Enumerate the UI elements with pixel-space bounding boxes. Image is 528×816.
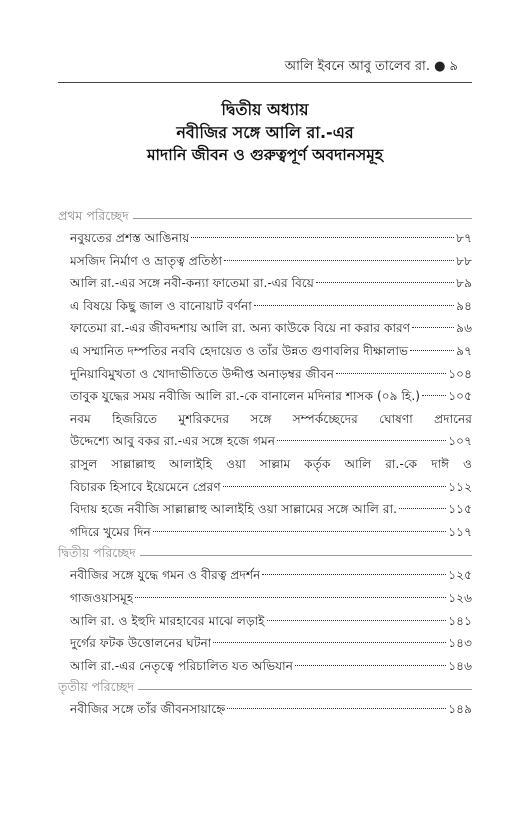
chapter-titles	[58, 98, 472, 167]
dot-leader	[295, 665, 446, 666]
toc-page-number: ১০৫	[448, 389, 472, 404]
dot-leader	[223, 486, 446, 487]
dot-leader	[336, 373, 446, 374]
toc-entry[interactable]	[70, 430, 472, 453]
dot-leader	[227, 708, 446, 709]
toc-entry[interactable]	[70, 295, 472, 318]
toc-page-number: ১৪৩	[448, 636, 472, 651]
toc-page-number: ১২৫	[448, 568, 472, 583]
section-heading	[58, 546, 472, 564]
toc-page-number: ১১৭	[448, 524, 472, 539]
toc-entry-text: এ বিষয়ে কিছু জাল ও বানোয়াট বর্ণনা	[70, 298, 252, 313]
toc-entry[interactable]	[70, 498, 472, 521]
section-heading	[58, 680, 472, 698]
toc-page-number: ৮৭	[456, 231, 472, 245]
dot-leader	[153, 531, 446, 532]
dot-leader	[191, 237, 454, 238]
dot-leader	[135, 597, 446, 598]
dot-leader	[224, 260, 454, 261]
toc-page-number: ১১৫	[448, 502, 472, 517]
dot-leader	[277, 440, 446, 441]
dot-leader	[267, 620, 447, 621]
toc-entry[interactable]	[70, 363, 472, 386]
running-header: আলি ইবনে আবু তালেব রা. ● ৯	[284, 59, 458, 74]
toc-page-number: ১০৭	[448, 434, 472, 449]
toc-page-number: ৯৪	[456, 298, 472, 313]
toc-page-number: ৮৮	[456, 253, 472, 268]
toc-page-number: ১৪৯	[448, 702, 472, 717]
toc-page-number: ৮৯	[456, 276, 472, 291]
toc-entry-text: মসজিদ নির্মাণ ও ভ্রাতৃত্ব প্রতিষ্ঠা	[70, 253, 223, 268]
toc-entry-text: আলি রা.-এর সঙ্গে নবী-কন্যা ফাতেমা রা.-এর বিয়ে	[70, 276, 314, 291]
toc-entry[interactable]	[70, 610, 472, 633]
toc-entry[interactable]	[70, 340, 472, 363]
chapter-number: দ্বিতীয় অধ্যায়	[221, 100, 309, 119]
toc-entry[interactable]	[70, 385, 472, 408]
section-heading-label: প্রথম পরিচ্ছেদ	[58, 208, 129, 223]
toc-page-number: ১৪১	[448, 613, 472, 628]
toc-entry-text: দুর্গের ফটক উত্তোলনের ঘটনা	[70, 636, 212, 651]
chapter-title-line-1: নবীজির সঙ্গে আলি রা.-এর	[176, 123, 354, 143]
toc-entry-text: বিদায় হজে নবীজি সাল্লাল্লাহু আলাইহি ওয়া সাল্লামের সঙ্গে আলি রা.	[70, 502, 397, 517]
toc-page-number: ১২৬	[448, 590, 472, 605]
chapter-title-line-2: মাদানি জীবন ও গুরুত্বপূর্ণ অবদানসমূহ	[146, 146, 384, 165]
toc-page-number: ৯৭	[456, 343, 472, 358]
dot-leader	[254, 305, 454, 306]
toc-page-number: ১৪৬	[448, 658, 472, 673]
toc-entry-text: বিচারক হিসাবে ইয়েমেনে প্রেরণ	[70, 479, 221, 494]
toc-entry[interactable]	[70, 272, 472, 295]
section-heading-label: দ্বিতীয় পরিচ্ছেদ	[58, 545, 136, 561]
toc-entry-text: নবীজির সঙ্গে যুদ্ধে গমন ও বীরত্ব প্রদর্শন	[70, 568, 261, 583]
section-heading	[58, 209, 472, 227]
toc-entry-line-1[interactable]: নবম হিজরিতে মুশরিকদের সঙ্গে সম্পর্কচ্ছেদের ঘোষণা প্রদানের	[70, 411, 472, 426]
toc-entry[interactable]	[70, 227, 472, 250]
toc-entry[interactable]	[70, 587, 472, 610]
toc-page-number: ৯৬	[456, 321, 472, 336]
dot-leader	[213, 642, 446, 643]
toc-entry-text: নবীজির সঙ্গে তাঁর জীবনসায়াহ্নে	[70, 702, 226, 717]
toc-entry[interactable]	[70, 521, 472, 544]
toc-entry[interactable]	[70, 317, 472, 340]
section-rule	[138, 689, 472, 690]
toc-entry-text: নবুয়তের প্রশস্ত আঙিনায়	[70, 231, 190, 245]
toc-page-number: ১০৪	[448, 366, 472, 381]
toc-entry[interactable]	[70, 250, 472, 273]
toc-entry-text: আলি রা. ও ইহুদি মারহাবের মাঝে লড়াই	[70, 613, 265, 628]
toc-entry[interactable]	[70, 564, 472, 587]
toc-entry-text: আলি রা.-এর নেতৃত্বে পরিচালিত যত অভিযান	[70, 658, 293, 673]
toc-entry-text: তাবুক যুদ্ধের সময় নবীজি আলি রা.-কে বানালেন মদিনার শাসক (০৯ হি.)	[70, 389, 420, 404]
section-rule	[140, 555, 472, 556]
dot-leader	[262, 574, 446, 575]
toc-page-number: ১১২	[448, 479, 472, 494]
toc-entry[interactable]	[70, 698, 472, 721]
toc-entry-text: উদ্দেশ্যে আবু বকর রা.-এর সঙ্গে হজে গমন	[70, 434, 276, 449]
dot-leader	[399, 508, 446, 509]
dot-leader	[412, 327, 454, 328]
header-rule	[58, 82, 472, 83]
dot-leader	[410, 350, 454, 351]
toc-entry[interactable]	[70, 655, 472, 678]
section-rule	[133, 218, 472, 219]
toc-entry-text: দুনিয়াবিমুখতা ও খোদাভীতিতে উদ্দীপ্ত অনাড়ম্বর জীবন	[70, 366, 335, 381]
section-heading-label: তৃতীয় পরিচ্ছেদ	[58, 679, 135, 695]
toc-entry-text: গাজওয়াসমূহ	[70, 590, 134, 605]
dot-leader	[316, 282, 454, 283]
toc-entry-text: ফাতেমা রা.-এর জীবদ্দশায় আলি রা. অন্য কাউকে বিয়ে না করার কারণ	[70, 321, 411, 336]
toc-entry-line-1[interactable]: রাসুল সাল্লাল্লাহু আলাইহি ওয়া সাল্লাম কর্তৃক আলি রা.-কে দাঈ ও	[70, 456, 472, 471]
table-of-contents	[58, 206, 472, 721]
toc-entry-text: গদিরে খুমের দিন	[70, 524, 151, 539]
toc-entry-text: এ সম্মানিত দম্পতির নববি হেদায়েত ও তাঁর উন্নত গুণাবলির দীক্ষালাভ	[70, 343, 409, 358]
toc-entry[interactable]	[70, 632, 472, 655]
toc-entry[interactable]	[70, 476, 472, 499]
dot-leader	[422, 395, 446, 396]
